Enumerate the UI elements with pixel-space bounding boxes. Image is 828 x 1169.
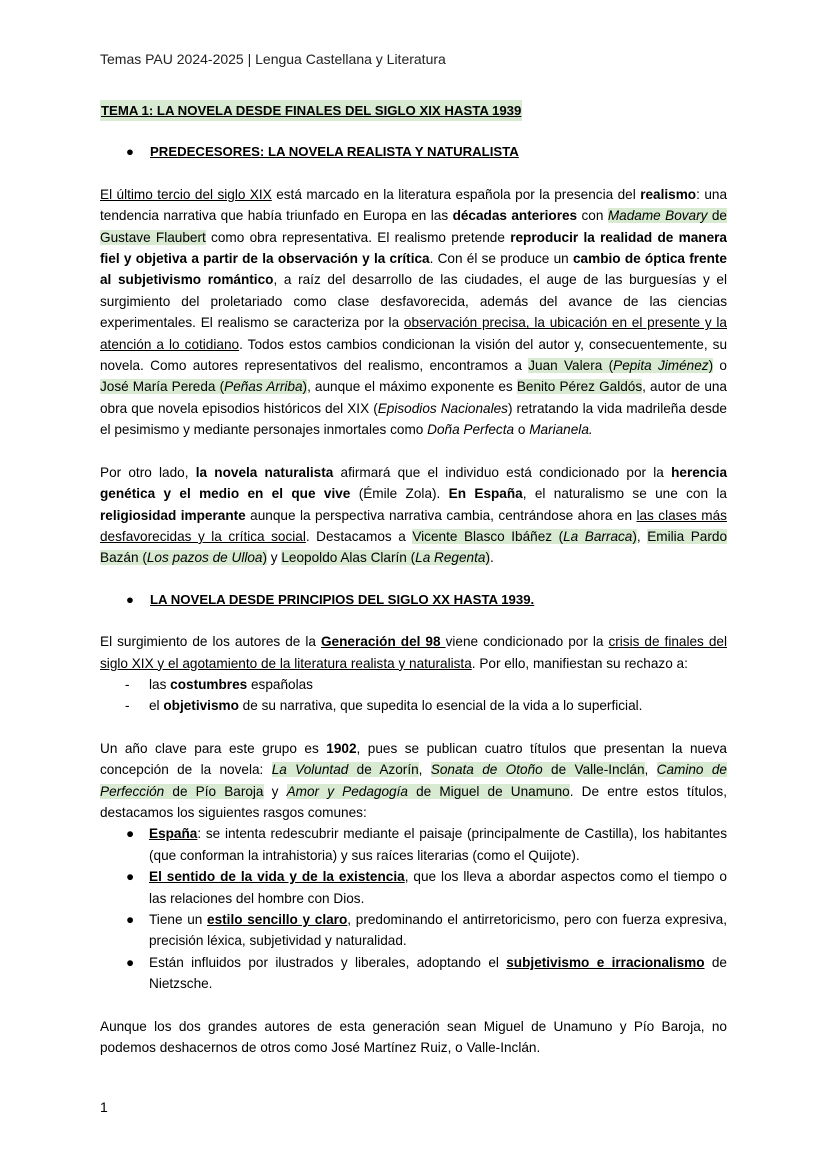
topic-title: TEMA 1: LA NOVELA DESDE FINALES DEL SIGLO XIX HASTA 1939 bbox=[100, 100, 522, 121]
text-span: El último tercio del siglo XIX bbox=[100, 186, 272, 202]
section-heading-siglo-xx bbox=[100, 589, 727, 610]
text-span: Tiene un bbox=[149, 912, 208, 927]
text-span: , aunque el máximo exponente es bbox=[307, 379, 517, 395]
text-span: Pepita Jiménez bbox=[613, 358, 709, 374]
bullet-icon: ● bbox=[126, 144, 134, 160]
text-span: con bbox=[577, 208, 608, 224]
text-span: Doña Perfecta bbox=[427, 422, 515, 438]
text-span: . Destacamos a bbox=[305, 528, 413, 544]
text-span: religiosidad imperante bbox=[100, 507, 246, 523]
text-span: ) retratando la vida madrileña desde el pesimismo y mediante personajes inmortales como bbox=[100, 400, 727, 438]
text-span: crisis de finales del siglo XIX y el agotamiento de la literatura realista y naturalista bbox=[100, 634, 727, 671]
highlight-span bbox=[528, 358, 713, 373]
paragraph-1902 bbox=[100, 738, 727, 824]
text-span: Episodios Nacionales bbox=[377, 400, 508, 416]
highlight-span: Benito Pérez Galdós bbox=[516, 379, 643, 395]
text-span: El sentido de la vida y de la existencia bbox=[149, 869, 405, 885]
text-span: el bbox=[149, 698, 164, 714]
text-span: Vicente Blasco Ibáñez ( bbox=[412, 528, 564, 544]
text-span: está marcado en la literatura española por la presencia del bbox=[271, 186, 641, 202]
text-span: : una tendencia narrativa que había triunfado en Europa en las bbox=[100, 186, 727, 224]
text-span: Emilia Pardo Bazán ( bbox=[100, 528, 728, 566]
text-span: las clases más desfavorecidas y la crítica social bbox=[100, 507, 727, 544]
bullet-icon: ● bbox=[126, 869, 135, 885]
bullet-icon: ● bbox=[126, 826, 135, 842]
text-span: , predominando el antirretoricismo, pero con fuerza expresiva, precisión léxica, subjetividad y naturalidad. bbox=[149, 912, 727, 949]
section-heading-label: LA NOVELA DESDE PRINCIPIOS DEL SIGLO XX HASTA 1939. bbox=[150, 591, 535, 607]
text-span: cambio de óptica frente al subjetivismo romántico bbox=[100, 251, 727, 288]
page-content bbox=[100, 100, 727, 1058]
text-span: . Con él se produce un bbox=[429, 251, 573, 267]
text-span: Están influidos por ilustrados y liberales, adoptando el bbox=[149, 954, 507, 970]
text-span: Madame Bovary bbox=[607, 208, 708, 224]
text-span: estilo sencillo y claro bbox=[207, 912, 348, 927]
text-span: Por otro lado, bbox=[100, 464, 196, 480]
bullet-icon: ● bbox=[126, 912, 135, 927]
text-span: ) bbox=[708, 358, 714, 374]
text-span: y bbox=[267, 550, 282, 566]
text-span: subjetivismo e irracionalismo bbox=[506, 954, 705, 970]
text-span: de Miguel de Unamuno bbox=[407, 783, 570, 799]
paragraph-naturalismo bbox=[100, 462, 727, 569]
paragraph-autores: Aunque los dos grandes autores de esta generación sean Miguel de Unamuno y Pío Baroja, no podemos deshacernos de otros como José Martínez Ruiz, o Valle-Inclán. bbox=[100, 1018, 727, 1056]
section-heading-predecesores bbox=[100, 141, 727, 162]
highlight-span bbox=[287, 784, 570, 799]
text-span: El surgimiento de los autores de la bbox=[100, 634, 321, 650]
text-span: , bbox=[418, 762, 431, 778]
text-span: La Voluntad bbox=[271, 762, 349, 778]
text-span: españolas bbox=[247, 676, 313, 692]
text-span: Marianela. bbox=[529, 422, 593, 438]
text-span: . bbox=[489, 550, 494, 566]
list-item bbox=[100, 823, 727, 866]
text-span: , pues se publican cuatro títulos que presentan la nueva concepción de la novela: bbox=[100, 740, 727, 778]
list-item bbox=[100, 909, 727, 952]
bullet-icon: ● bbox=[126, 954, 135, 970]
text-span: Peñas Arriba bbox=[224, 379, 303, 395]
paragraph-realismo bbox=[100, 184, 727, 441]
text-span: Los pazos de Ulloa bbox=[146, 550, 263, 566]
text-span: La Barraca bbox=[563, 528, 633, 544]
text-span: (Émile Zola). bbox=[350, 486, 449, 502]
text-span: Generación del 98 bbox=[320, 634, 446, 650]
text-span: o bbox=[713, 358, 727, 374]
text-span: , que los lleva a abordar aspectos como el tiempo o las relaciones del hombre con Dios. bbox=[149, 869, 727, 906]
dash-list bbox=[100, 674, 727, 717]
text-span: Amor y Pedagogía bbox=[286, 783, 408, 799]
text-span: como obra representativa. El realismo pretende bbox=[205, 229, 511, 245]
text-span: , a raíz del desarrollo de las ciudades, el auge de las burguesías y el surgimiento del proletariado como clase desfavorecida, además del avance de las ciencias experimentales. El realismo se caracteriza por la bbox=[100, 272, 727, 331]
text-span: de Pío Baroja bbox=[164, 783, 264, 799]
text-span: , el naturalismo se une con la bbox=[522, 486, 727, 502]
text-span: En España bbox=[448, 486, 523, 502]
bullet-list bbox=[100, 823, 727, 994]
text-span: ) bbox=[262, 550, 268, 566]
text-span: . Todos estos cambios condicionan la visión del autor y, consecuentemente, su novela. Como autores representativos del realismo, encontramos a bbox=[100, 336, 728, 374]
text-span: José María Pereda ( bbox=[100, 379, 225, 395]
text-span: objetivismo bbox=[163, 698, 239, 714]
text-span: de Azorín bbox=[348, 762, 419, 778]
text-span: Un año clave para este grupo es bbox=[100, 740, 327, 756]
page-number: 1 bbox=[100, 1099, 108, 1115]
text-span: aunque la perspectiva narrativa cambia, centrándose ahora en bbox=[245, 507, 637, 523]
text-span: y bbox=[263, 783, 287, 799]
text-span: La Regenta bbox=[415, 550, 486, 566]
text-span: de Gustave Flaubert bbox=[100, 208, 727, 245]
text-span: viene condicionado por la bbox=[445, 634, 609, 650]
text-span: observación precisa, la ubicación en el presente y la atención a lo cotidiano bbox=[100, 315, 727, 352]
list-item bbox=[100, 695, 727, 716]
dash-icon: - bbox=[125, 676, 130, 692]
section-heading-label: PREDECESORES: LA NOVELA REALISTA Y NATURALISTA bbox=[150, 144, 519, 160]
text-span: o bbox=[514, 422, 530, 438]
text-span: herencia genética y el medio en el que vive bbox=[100, 464, 728, 502]
text-span: . De entre estos títulos, destacamos los siguientes rasgos comunes: bbox=[100, 783, 728, 820]
text-span: de Valle-Inclán bbox=[542, 762, 645, 778]
paragraph-generacion-98 bbox=[100, 631, 727, 674]
highlight-span bbox=[281, 550, 490, 565]
dash-icon: - bbox=[125, 698, 130, 714]
text-span: , bbox=[636, 528, 648, 544]
highlight-span bbox=[100, 379, 307, 394]
highlight-span bbox=[272, 762, 419, 777]
text-span: Sonata de Otoño bbox=[430, 762, 543, 778]
text-span: : se intenta redescubrir mediante el paisaje (principalmente de Castilla), los habitantes (que conforman la intrahistoria) y sus raíces literarias (como el Quijote). bbox=[149, 826, 727, 863]
highlight-span bbox=[412, 529, 637, 544]
text-span: , autor de una obra que novela episodios históricos del XIX ( bbox=[100, 379, 727, 416]
highlight-span bbox=[431, 762, 645, 777]
text-span: las bbox=[149, 676, 171, 692]
text-span: . Por ello, manifiestan su rechazo a: bbox=[471, 655, 688, 671]
text-span: reproducir la realidad de manera fiel y objetiva a partir de la observación y la crítica bbox=[100, 229, 727, 267]
text-span: de su narrativa, que supedita lo esencial de la vida a lo superficial. bbox=[238, 698, 643, 714]
text-span: costumbres bbox=[170, 676, 248, 692]
text-span: España bbox=[149, 826, 198, 842]
bullet-icon: ● bbox=[126, 591, 134, 607]
text-span: , bbox=[644, 762, 657, 778]
text-span: ) bbox=[302, 379, 308, 395]
text-span: Leopoldo Alas Clarín ( bbox=[281, 550, 416, 566]
text-span: Juan Valera ( bbox=[528, 358, 614, 374]
text-span: realismo bbox=[640, 186, 697, 202]
page-header: Temas PAU 2024-2025 | Lengua Castellana y Literatura bbox=[100, 51, 446, 67]
list-item bbox=[100, 674, 727, 695]
text-span: afirmará que el individuo está condicionado por la bbox=[333, 464, 672, 480]
text-span: Camino de Perfección bbox=[100, 762, 727, 799]
text-span: de Nietzsche. bbox=[149, 954, 727, 992]
text-span: décadas anteriores bbox=[452, 208, 578, 224]
list-item bbox=[100, 952, 727, 995]
text-span: ) bbox=[632, 528, 637, 544]
text-span: ) bbox=[485, 550, 490, 566]
text-span: la novela naturalista bbox=[195, 464, 334, 480]
text-span: 1902 bbox=[326, 740, 357, 756]
list-item bbox=[100, 866, 727, 909]
